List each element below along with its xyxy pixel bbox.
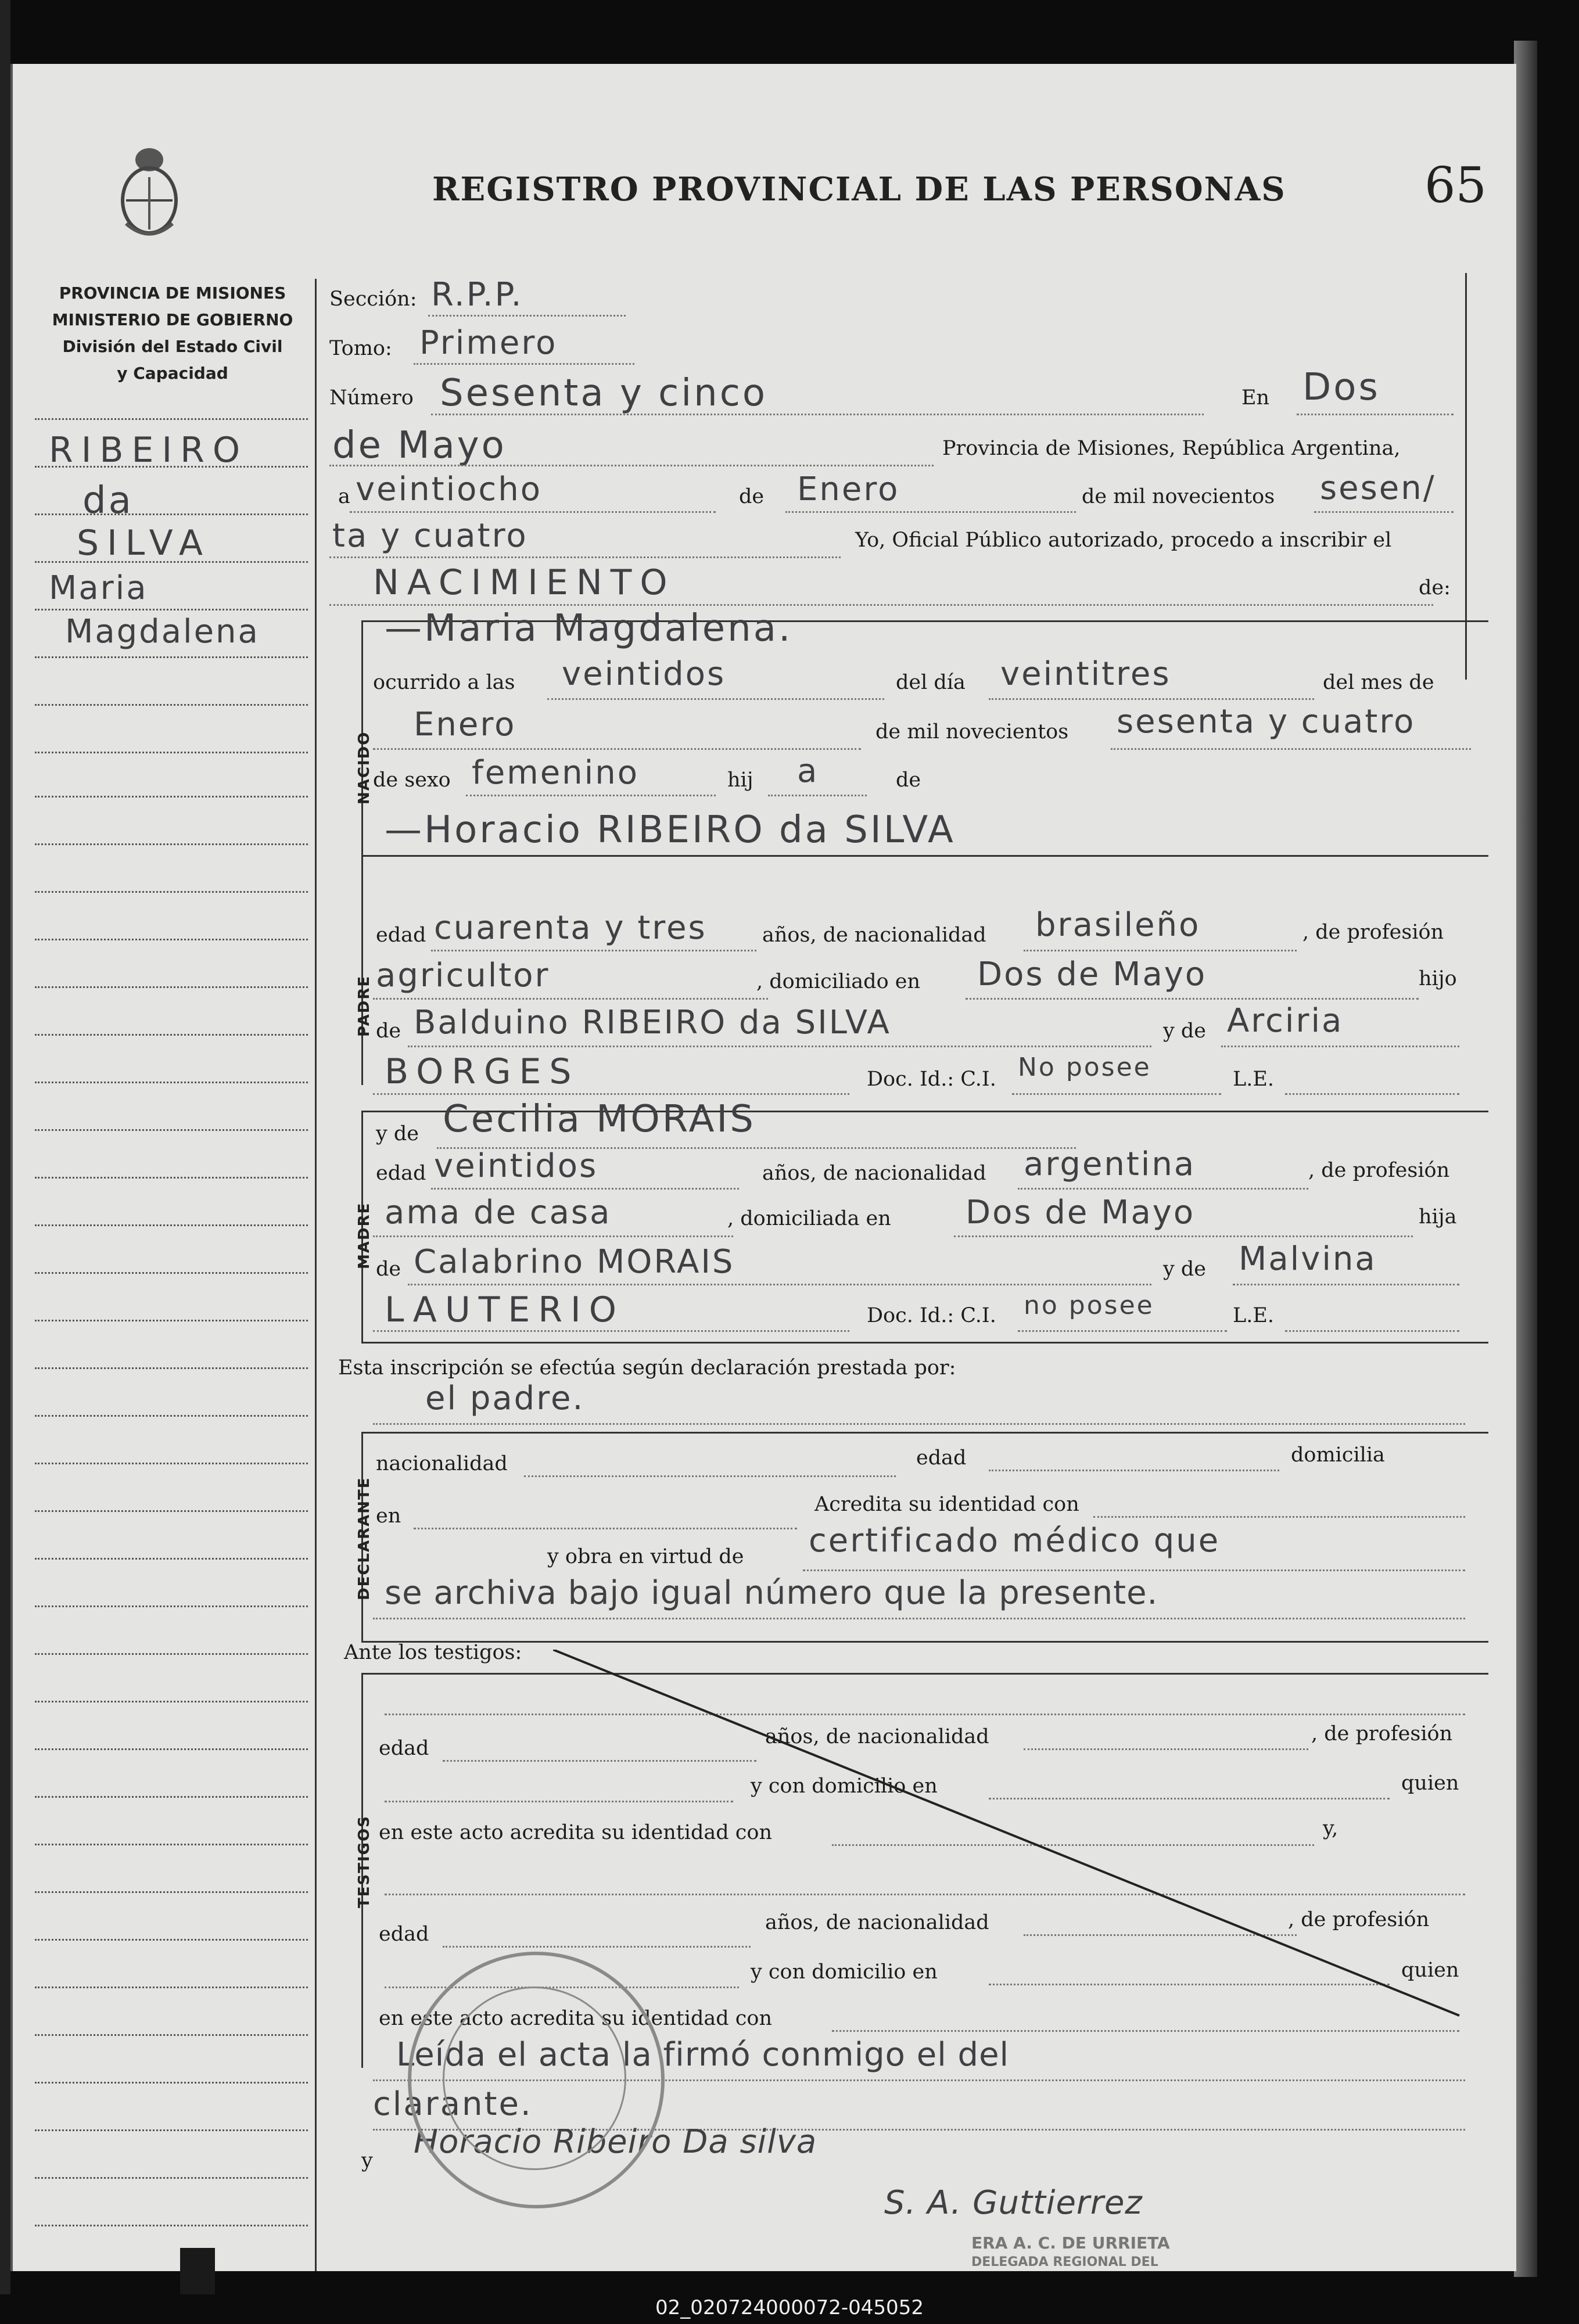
label-decl-nacionalidad: nacionalidad <box>376 1452 508 1475</box>
section-label-testigos: TESTIGOS <box>356 1815 373 1908</box>
line-abuelo-pat <box>408 1046 1151 1047</box>
value-anio-inscripcion-b: ta y cuatro <box>332 517 528 555</box>
org-line: División del Estado Civil <box>62 337 283 356</box>
label-yo-oficial: Yo, Oficial Público autorizado, procedo a inscribir el <box>855 529 1392 552</box>
org-line: MINISTERIO DE GOBIERNO <box>52 310 293 329</box>
label-de: de <box>739 485 765 508</box>
margin-rule <box>35 796 308 798</box>
margin-rule <box>35 2225 308 2226</box>
line-lugar <box>329 465 934 466</box>
rule-padre <box>361 855 1488 857</box>
value-seccion: R.P.P. <box>431 276 523 314</box>
label-seccion: Sección: <box>329 288 417 311</box>
label-t1-quien: quien <box>1401 1772 1459 1795</box>
margin-rule <box>35 1987 308 1988</box>
line-seccion <box>428 315 626 317</box>
line-madre-doc <box>1018 1330 1227 1332</box>
margin-rule <box>35 1653 308 1655</box>
value-padre-nacionalidad: brasileño <box>1035 906 1201 944</box>
label-de-madre: de <box>376 1258 401 1281</box>
margin-rule <box>35 1320 308 1321</box>
value-anio-nacimiento: sesenta y cuatro <box>1117 703 1416 741</box>
label-padre-edad: edad <box>376 924 426 947</box>
margin-rule <box>35 418 308 420</box>
line-padre-le <box>1285 1093 1459 1095</box>
label-provincia: Provincia de Misiones, República Argentina, <box>942 437 1401 460</box>
margin-rule <box>35 1701 308 1702</box>
margin-rule <box>35 2034 308 2036</box>
margin-rule <box>35 1796 308 1798</box>
value-padre-profesion: agricultor <box>376 957 550 994</box>
label-de-sexo: de sexo <box>373 768 451 792</box>
page-edge <box>1514 41 1537 2277</box>
line-dia-nac <box>989 698 1314 700</box>
value-tomo: Primero <box>419 324 558 362</box>
value-padre-domicilio: Dos de Mayo <box>977 956 1207 993</box>
value-abuelo-materno: Calabrino MORAIS <box>414 1243 735 1281</box>
org-line: y Capacidad <box>117 364 228 383</box>
label-t2-acredita: en este acto acredita su identidad con <box>379 2007 773 2030</box>
line-decl-en <box>414 1528 797 1529</box>
value-acto: NACIMIENTO <box>373 562 676 603</box>
official-stamp-line2: DELEGADA REGIONAL DEL <box>971 2255 1158 2269</box>
strike-through-line <box>553 1650 1465 2021</box>
margin-rule <box>35 1415 308 1417</box>
line-padre-edad <box>431 950 756 951</box>
margin-rule <box>35 1844 308 1845</box>
margin-rule <box>35 891 308 893</box>
value-padre-doc: No posee <box>1018 1053 1151 1082</box>
label-padre-doc: Doc. Id.: C.I. <box>867 1068 996 1091</box>
value-madre-nacionalidad: argentina <box>1024 1145 1196 1183</box>
line-abuelo-mat <box>408 1284 1151 1285</box>
image-caption: 02_020724000072-045052 <box>655 2296 924 2319</box>
label-y-de-madre: y de <box>376 1122 419 1145</box>
line-padre-dom <box>966 998 1419 1000</box>
margin-rule <box>35 1129 308 1131</box>
line-anio <box>1314 511 1454 513</box>
value-obra-a: certificado médico que <box>809 1522 1221 1560</box>
label-del-mes: del mes de <box>1323 671 1434 694</box>
label-t2-edad: edad <box>379 1923 429 1946</box>
line-dia <box>350 511 716 513</box>
rule-declarante-bottom <box>361 1641 1488 1643</box>
label-firma-y: y <box>361 2149 373 2172</box>
value-madre-edad: veintidos <box>434 1147 598 1185</box>
line-madre-prof <box>373 1235 733 1237</box>
value-lugar: de Mayo <box>332 424 507 467</box>
line-hora <box>547 698 884 700</box>
margin-rule <box>35 1939 308 1941</box>
label-padre-nacionalidad: años, de nacionalidad <box>762 924 986 947</box>
label-hijo: hijo <box>1419 967 1457 990</box>
margin-rule <box>35 939 308 940</box>
margin-rule <box>35 1510 308 1512</box>
label-y-obra: y obra en virtud de <box>547 1545 744 1568</box>
value-anio-inscripcion-a: sesen/ <box>1320 469 1436 507</box>
label-numero: Número <box>329 386 414 410</box>
line-obra-b <box>373 1618 1465 1619</box>
value-mes-inscripcion: Enero <box>797 470 900 508</box>
label-t1-domicilio: y con domicilio en <box>751 1775 938 1798</box>
line-obra <box>803 1569 1465 1571</box>
label-hija: hija <box>1419 1205 1457 1229</box>
label-padre-le: L.E. <box>1233 1068 1275 1091</box>
line-t2-acredita <box>832 2030 1459 2032</box>
label-t1-acredita: en este acto acredita su identidad con <box>379 1821 773 1844</box>
label-madre-doc: Doc. Id.: C.I. <box>867 1304 996 1327</box>
margin-ruled-area <box>42 877 315 2271</box>
margin-rule <box>35 656 308 658</box>
margin-rule <box>35 466 308 468</box>
form-left-rule <box>315 279 317 2271</box>
line-madre-dom <box>954 1235 1413 1237</box>
label-t2-quien: quien <box>1401 1959 1459 1982</box>
value-mes-nacimiento: Enero <box>414 706 516 743</box>
margin-rule <box>35 1177 308 1179</box>
label-t2-domicilio: y con domicilio en <box>751 1960 938 1984</box>
label-decl-en: en <box>376 1504 401 1528</box>
margin-rule <box>35 2129 308 2131</box>
label-madre-nacionalidad: años, de nacionalidad <box>762 1162 986 1185</box>
line-tomo <box>414 363 634 365</box>
page-number: 65 <box>1424 157 1487 214</box>
margin-rule <box>35 2082 308 2084</box>
margin-surname2: SILVA <box>77 523 211 563</box>
margin-rule <box>35 1748 308 1750</box>
margin-rule <box>35 1367 308 1369</box>
value-hij-suffix: a <box>797 752 819 790</box>
official-stamp-line1: ERA A. C. DE URRIETA <box>971 2233 1170 2253</box>
signature-padre: Horacio Ribeiro Da silva <box>414 2123 817 2161</box>
label-ante-testigos: Ante los testigos: <box>344 1641 522 1664</box>
margin-rule <box>35 752 308 753</box>
label-y-de: y de <box>1163 1019 1207 1043</box>
margin-rule <box>35 986 308 988</box>
margin-given-name: Maria <box>49 569 148 607</box>
value-declarante: el padre. <box>425 1380 585 1417</box>
value-dia-nacimiento: veintitres <box>1000 655 1171 693</box>
value-abuela-paterna-a: Arciria <box>1227 1002 1344 1040</box>
line-decl-edad <box>989 1470 1279 1471</box>
line-acto <box>329 604 1433 606</box>
label-acredita: Acredita su identidad con <box>814 1493 1079 1516</box>
label-domiciliado: , domiciliado en <box>756 970 921 993</box>
value-cierre-b: clarante. <box>373 2085 533 2123</box>
value-madre-doc: no posee <box>1024 1291 1154 1320</box>
line-hij <box>768 795 867 796</box>
value-hora: veintidos <box>562 655 726 693</box>
label-en: En <box>1241 386 1270 410</box>
line-declarante-nombre <box>373 1423 1465 1425</box>
line-padre-prof <box>373 998 768 1000</box>
margin-rule <box>35 1558 308 1560</box>
line-acredita <box>1093 1516 1465 1518</box>
margin-particle: da <box>82 479 134 522</box>
label-t1-edad: edad <box>379 1737 429 1760</box>
label-domiciliada: , domiciliada en <box>727 1207 891 1230</box>
margin-rule <box>35 1463 308 1464</box>
label-domicilia: domicilia <box>1291 1443 1385 1467</box>
form-right-rule <box>1465 273 1467 680</box>
label-y-de-madre-2: y de <box>1163 1258 1207 1281</box>
section-label-nacido: NACIDO <box>356 731 373 804</box>
book-spine <box>0 0 10 2324</box>
line-abuela-pat <box>1221 1046 1459 1047</box>
line-abuela-mat-b <box>373 1330 849 1332</box>
label-madre-profesion: , de profesión <box>1308 1159 1450 1182</box>
label-de-2: de <box>896 768 921 792</box>
value-numero: Sesenta y cinco <box>440 372 768 415</box>
value-madre-domicilio: Dos de Mayo <box>966 1194 1196 1231</box>
label-t2-profesion: , de profesión <box>1288 1908 1430 1931</box>
value-obra-b: se archiva bajo igual número que la presente. <box>385 1574 1158 1612</box>
section-label-padre: PADRE <box>356 975 373 1037</box>
line-anio-b <box>329 556 841 558</box>
margin-rule <box>35 513 308 515</box>
line-abuela-pat-b <box>373 1093 849 1095</box>
label-de-colon: de: <box>1419 576 1451 599</box>
label-padre-profesion: , de profesión <box>1302 921 1444 944</box>
label-de-mil-novecientos-2: de mil novecientos <box>875 720 1069 743</box>
margin-rule <box>35 1082 308 1083</box>
page-title: REGISTRO PROVINCIAL DE LAS PERSONAS <box>432 170 1286 209</box>
registry-stamp-inner <box>443 1987 626 2170</box>
line-mes <box>785 511 1076 513</box>
label-t2-nac: años, de nacionalidad <box>765 1911 989 1934</box>
label-inscripcion: Esta inscripción se efectúa según declaración prestada por: <box>338 1356 956 1380</box>
margin-given-name2: Magdalena <box>65 613 260 651</box>
value-dia-inscripcion: veintiocho <box>356 470 542 508</box>
label-hij: hij <box>727 768 753 792</box>
line-madre-nac <box>1018 1188 1308 1190</box>
org-header <box>30 280 315 387</box>
line-abuela-mat <box>1233 1284 1459 1285</box>
value-abuelo-paterno: Balduino RIBEIRO da SILVA <box>414 1004 891 1041</box>
label-ocurrido: ocurrido a las <box>373 671 515 694</box>
margin-surname: RIBEIRO <box>49 430 249 470</box>
label-a: a <box>338 485 350 508</box>
value-padre-nombre: —Horacio RIBEIRO da SILVA <box>385 809 956 852</box>
line-madre-le <box>1285 1330 1459 1332</box>
margin-rule <box>35 843 308 845</box>
line-sexo <box>466 795 716 796</box>
value-abuela-materna-a: Malvina <box>1239 1240 1377 1278</box>
line-en <box>1297 414 1454 415</box>
value-padre-edad: cuarenta y tres <box>434 909 707 947</box>
line-anio-nac <box>1111 748 1471 750</box>
label-madre-edad: edad <box>376 1162 426 1185</box>
line-madre-edad <box>431 1188 739 1190</box>
section-label-declarante: DECLARANTE <box>356 1477 373 1600</box>
coat-of-arms-icon <box>114 142 184 241</box>
margin-rule <box>35 1891 308 1893</box>
label-de-3: de <box>376 1019 401 1043</box>
margin-rule <box>35 704 308 706</box>
rule-declarante <box>361 1432 1488 1434</box>
line-mes-nac <box>373 748 861 750</box>
label-t1-y: y, <box>1323 1817 1338 1840</box>
section-label-madre: MADRE <box>356 1202 373 1269</box>
label-del-dia: del día <box>896 671 966 694</box>
signature-oficial: S. A. Guttierrez <box>884 2184 1143 2222</box>
label-t1-profesion: , de profesión <box>1311 1722 1453 1745</box>
value-sexo: femenino <box>472 754 639 792</box>
margin-rule <box>35 1034 308 1036</box>
margin-rule <box>35 1224 308 1226</box>
line-decl-nac <box>524 1475 896 1477</box>
label-madre-le: L.E. <box>1233 1304 1275 1327</box>
margin-rule <box>35 1605 308 1607</box>
rule-madre-bottom <box>361 1342 1488 1344</box>
line-padre-doc <box>1012 1093 1221 1095</box>
value-abuela-materna-b: LAUTERIO <box>385 1289 625 1330</box>
value-nombre: —Maria Magdalena. <box>385 607 793 650</box>
org-line: PROVINCIA DE MISIONES <box>59 283 286 303</box>
label-de-mil-novecientos: de mil novecientos <box>1082 485 1275 508</box>
margin-rule <box>35 609 308 610</box>
value-madre-profesion: ama de casa <box>385 1194 612 1231</box>
label-tomo: Tomo: <box>329 337 392 360</box>
margin-rule <box>35 2177 308 2179</box>
line-padre-nac <box>1024 950 1297 951</box>
value-madre-nombre: Cecilia MORAIS <box>443 1098 756 1141</box>
margin-rule <box>35 561 308 563</box>
value-cierre-a: Leída el acta la firmó conmigo el del <box>396 2036 1010 2074</box>
value-abuela-paterna-b: BORGES <box>385 1051 580 1092</box>
value-en: Dos <box>1302 366 1380 409</box>
label-decl-edad: edad <box>916 1446 967 1470</box>
line-numero <box>431 414 1204 415</box>
margin-rule <box>35 1272 308 1274</box>
label-t1-nac: años, de nacionalidad <box>765 1725 989 1748</box>
